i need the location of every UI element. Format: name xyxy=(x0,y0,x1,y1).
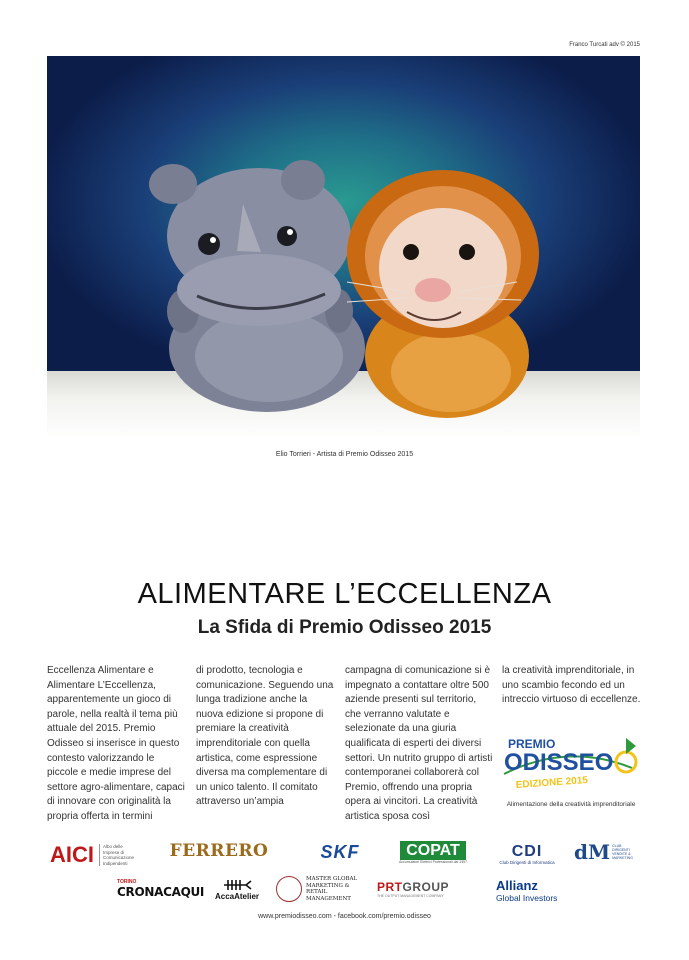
odisseo-tagline: Alimentazione della creatività imprenditoriale xyxy=(506,801,636,808)
cdm-logo xyxy=(574,840,640,864)
subheadline: La Sfida di Premio Odisseo 2015 xyxy=(197,617,492,638)
prt-name-part: PRT xyxy=(377,880,403,894)
copyright-credit: Franco Turcati adv © 2015 xyxy=(569,42,640,48)
cronacaqui-logo xyxy=(117,877,205,901)
accaatelier-logo xyxy=(208,873,266,905)
body-column-2: di prodotto, tecnologia e comunicazione. Seguendo una lunga tradizione anche la nuova edizione si propone di premiare la creatività imprenditoriale con quella artistica, come espressione diversa ma complementare di un unico talento. Il comitato attraverso un’ampia xyxy=(196,665,334,808)
cdi-name: CDI xyxy=(511,842,543,860)
prt-group-sub: THE OUTPUT MANAGEMENT COMPANY xyxy=(377,894,444,898)
master-global-seal-icon xyxy=(276,876,302,902)
prt-group-logo xyxy=(377,876,479,902)
odisseo-name-text: ODISSEO xyxy=(504,749,614,776)
copat-sub: Accumulatori Elettrici Professionali dal 1957 xyxy=(398,860,468,864)
aici-text: Albo delle Imprese di Comunicazione Indipendenti xyxy=(99,844,140,866)
master-global-text: MASTER GLOBAL MARKETING & RETAIL MANAGEMENT xyxy=(306,876,358,902)
allianz-name: Allianz xyxy=(496,877,538,893)
odisseo-premio-text: PREMIO xyxy=(508,737,556,751)
lion-plush xyxy=(347,170,539,418)
body-column-3: campagna di comunicazione si è impegnato a contattare oltre 500 aziende presenti sul territorio, che verranno valutate e selezionate da una giuria qualificata di esperti dei diversi settori. Un nutrito gruppo di artisti contemporanei collaborerà col Premio, offrendo una propria opera ai vincitori. La creatività artistica sposa così xyxy=(345,665,493,822)
cronacaqui-name: CRONACAQUI xyxy=(117,885,205,899)
aici-logo xyxy=(50,840,140,870)
fish-bone-icon xyxy=(222,878,252,892)
prt-group-name xyxy=(377,880,449,894)
cdi-logo xyxy=(496,842,558,866)
plush-toys-illustration xyxy=(47,56,640,439)
rhino-plush xyxy=(149,160,365,412)
group-name-part: GROUP xyxy=(402,880,450,894)
body-column-1: Eccellenza Alimentare e Alimentare L’Eccellenza, apparentemente un gioco di parole, nella realtà il tema più attuale del 2015. Premio Odisseo si inserisce in questo contesto valorizzando le piccole e medie imprese del settore agro-alimentare, capaci di innovare con originalità la propria offerta in termini xyxy=(47,665,185,822)
footer-links: www.premiodisseo.com - facebook.com/premio.odisseo xyxy=(258,913,431,920)
master-global-logo xyxy=(276,873,372,905)
cdi-sub: Club Dirigenti di Informatica xyxy=(499,859,555,865)
body-column-4: la creatività imprenditoriale, in uno scambio fecondo ed un intreccio virtuoso di eccellenze. xyxy=(502,665,641,706)
cdm-sub: CLUB DIRIGENTI VENDITE & MARKETING xyxy=(612,843,633,861)
allianz-sub: Global Investors xyxy=(496,892,558,903)
ferrero-logo: FERRERO xyxy=(169,841,269,861)
odisseo-edizione-text: EDIZIONE 2015 xyxy=(515,774,589,791)
accaatelier-name: AccaAtelier xyxy=(214,891,260,901)
cdm-name: dM xyxy=(574,840,611,864)
artwork-photo xyxy=(47,56,640,439)
skf-logo: SKF xyxy=(320,841,360,862)
premio-odisseo-logo xyxy=(498,734,640,796)
allianz-logo xyxy=(496,875,570,905)
photo-caption: Elio Torrieri - Artista di Premio Odisseo 2015 xyxy=(275,451,414,458)
aici-mark: AICI xyxy=(50,842,94,867)
headline: ALIMENTARE L’ECCELLENZA xyxy=(137,578,552,610)
cronacaqui-city: TORINO xyxy=(117,879,137,885)
copat-name: COPAT xyxy=(400,841,466,860)
copat-logo xyxy=(398,839,468,866)
